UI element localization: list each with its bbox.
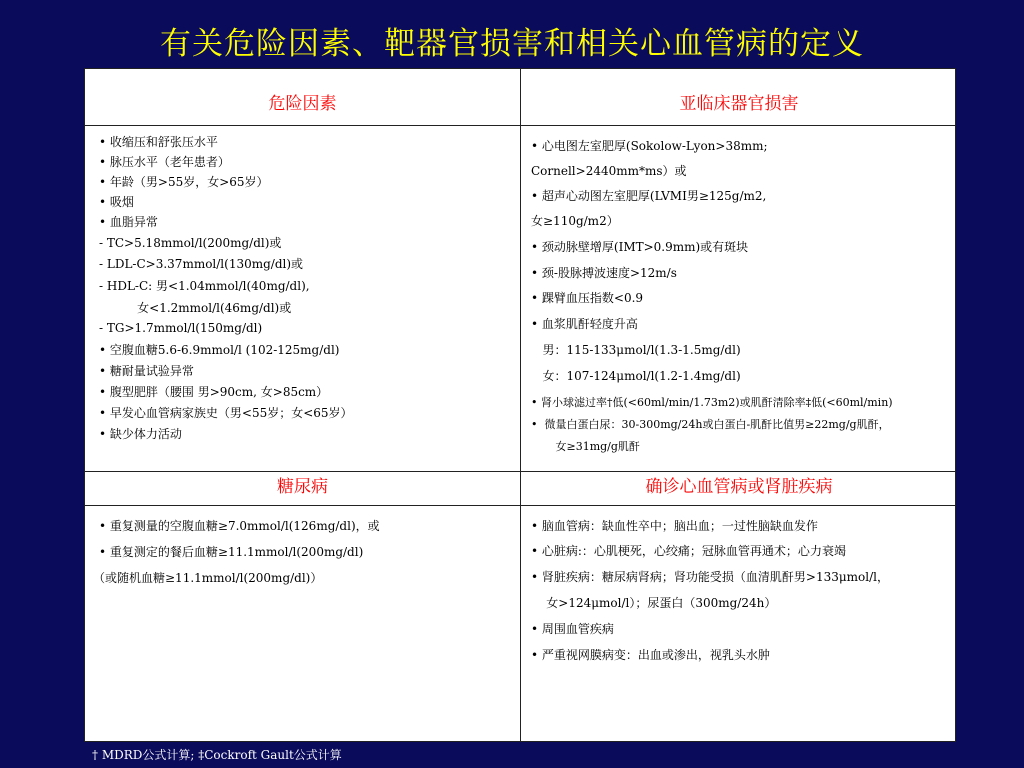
cvd-renal-cell <box>531 517 951 717</box>
list-item: 女≥31mg/g肌酐 <box>531 440 640 453</box>
list-item: （或随机血糖≥11.1mmol/l(200mg/dl)） <box>93 571 323 585</box>
header-diabetes: 糖尿病 <box>277 477 328 497</box>
list-item: • 颈动脉壁增厚(IMT>0.9mm)或有斑块 <box>531 240 749 254</box>
list-item: • 心脏病:：心肌梗死，心绞痛；冠脉血管再通术；心力衰竭 <box>531 544 846 558</box>
list-item: • 微量白蛋白尿：30-300mg/24h或白蛋白-肌酐比值男≥22mg/g肌酐， <box>531 418 890 431</box>
list-item: - TC>5.18mmol/l(200mg/dl)或 <box>99 236 282 250</box>
list-item: • 周围血管疾病 <box>531 622 614 636</box>
list-item: 女>124μmol/l）；尿蛋白（300mg/24h） <box>531 596 777 610</box>
list-item: • 肾小球滤过率†低(<60ml/min/1.73m2)或肌酐清除率‡低(<60ml/min) <box>531 396 893 409</box>
list-item: • 空腹血糖5.6-6.9mmol/l (102-125mg/dl) <box>99 343 340 357</box>
list-item: • 早发心血管病家族史（男<55岁；女<65岁） <box>99 406 353 420</box>
list-item: • 严重视网膜病变：出血或渗出，视乳头水肿 <box>531 648 770 662</box>
list-item: Cornell>2440mm*ms）或 <box>531 164 687 178</box>
slide-title: 有关危险因素、靶器官损害和相关心血管病的定义 <box>160 26 864 62</box>
list-item: • 心电图左室肥厚(Sokolow-Lyon>38mm; <box>531 139 768 153</box>
risk-factors-cell <box>99 133 514 463</box>
list-item: - LDL-C>3.37mmol/l(130mg/dl)或 <box>99 257 304 271</box>
footnote: † MDRD公式计算; ‡Cockroft Gault公式计算 <box>92 748 342 762</box>
list-item: • 吸烟 <box>99 195 134 209</box>
list-item: • 颈-股脉搏波速度>12m/s <box>531 266 677 280</box>
list-item: 女：107-124μmol/l(1.2-1.4mg/dl) <box>531 369 741 383</box>
list-item: 女≥110g/m2） <box>531 214 619 228</box>
list-item: • 肾脏疾病：糖尿病肾病；肾功能受损（血清肌酐男>133μmol/l， <box>531 570 889 584</box>
list-item: • 血脂异常 <box>99 215 158 229</box>
list-item: • 血浆肌酐轻度升高 <box>531 317 638 331</box>
list-item: • 超声心动图左室肥厚(LVMI男≥125g/m2, <box>531 189 767 203</box>
list-item: • 缺少体力活动 <box>99 427 182 441</box>
list-item: • 年龄（男>55岁，女>65岁） <box>99 175 269 189</box>
list-item: • 脉压水平（老年患者） <box>99 155 230 169</box>
header-cvd-renal: 确诊心血管病或肾脏疾病 <box>645 477 833 497</box>
subclinical-damage-cell <box>531 137 951 467</box>
header-risk-factors: 危险因素 <box>268 94 337 114</box>
list-item: 女<1.2mmol/l(46mg/dl)或 <box>99 301 292 315</box>
list-item: • 糖耐量试验异常 <box>99 364 194 378</box>
list-item: • 重复测量的空腹血糖≥7.0mmol/l(126mg/dl)，或 <box>99 519 380 533</box>
list-item: 男：115-133μmol/l(1.3-1.5mg/dl) <box>531 343 741 357</box>
definition-table <box>84 68 956 742</box>
list-item: - HDL-C: 男<1.04mmol/l(40mg/dl), <box>99 279 310 293</box>
column-divider <box>520 69 521 741</box>
list-item: • 腹型肥胖（腰围 男>90cm, 女>85cm） <box>99 385 329 399</box>
list-item: - TG>1.7mmol/l(150mg/dl) <box>99 321 263 335</box>
list-item: • 收缩压和舒张压水平 <box>99 135 218 149</box>
list-item: • 重复测定的餐后血糖≥11.1mmol/l(200mg/dl) <box>99 545 364 559</box>
list-item: • 踝臂血压指数<0.9 <box>531 291 644 305</box>
diabetes-cell <box>93 517 514 617</box>
list-item: • 脑血管病：缺血性卒中；脑出血；一过性脑缺血发作 <box>531 519 818 533</box>
header-subclinical-damage: 亚临床器官损害 <box>679 94 799 114</box>
